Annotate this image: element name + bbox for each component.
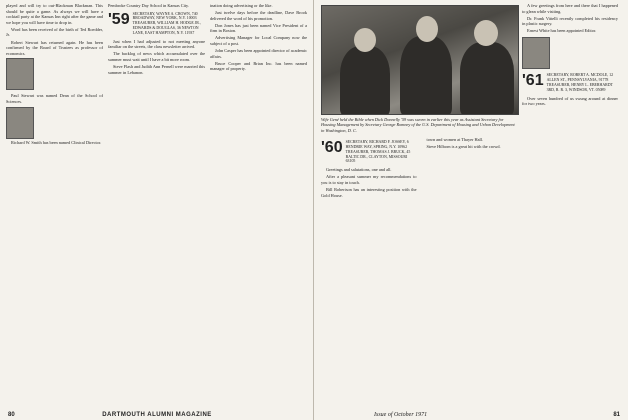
class-officers	[133, 12, 205, 36]
portrait-block	[522, 35, 618, 70]
paragraph: Advertising Manager for Local Company now the subject of a post.	[210, 35, 307, 47]
paragraph: After a pleasant summer my recommendations to you is to stay in touch.	[321, 174, 417, 185]
paragraph: Pembroke Country Day School in Kansas City.	[108, 3, 189, 8]
magazine-title: DARTMOUTH ALUMNI MAGAZINE	[102, 412, 212, 418]
paragraph: Word has been received of the birth of Ted Roedder, Jr.	[6, 26, 103, 38]
swearing-in-photo	[321, 5, 519, 115]
class-number: '61	[522, 72, 544, 90]
right-col-b	[321, 137, 417, 417]
class-secretary: SECRETARY, WAYNE A. CROWN, 740 BROADWAY, NEW YORK, N.Y. 10003	[132, 11, 198, 21]
class-treasurer: TREASURER, WILLIAM H. HODGE JR., EDWARDS & DOUGLAS, 36 NEWTON LANE, EAST HAMPTON, N.Y. 11937	[132, 21, 201, 35]
left-columns	[6, 3, 307, 403]
figure-shape	[340, 46, 390, 115]
paragraph: The backlog of news which accumulated over the summer must wait until I have a bit more room.	[108, 51, 205, 62]
paragraph: John Casper has been appointed director of academic affairs.	[210, 48, 307, 59]
paragraph: played and will try to out-Blackman Blackman. This should be quite a game. As always we will have a cocktail party at the Kansas Inn right after the game and we hope you will have time to drop in.	[6, 3, 103, 25]
paragraph: A few greetings from here and there that I happened to glean while visiting.	[522, 3, 618, 14]
page-number: 80	[8, 412, 15, 418]
right-layout	[321, 3, 623, 417]
class-heading-61	[522, 73, 618, 92]
portrait-photo	[6, 107, 34, 139]
class-officers	[346, 140, 417, 164]
paragraph: Bill Robertson has an interesting position with the Gold House.	[321, 186, 417, 198]
photo-caption: Wife Gené held the Bible when Dick Donnelly '59 was sworn in earlier this year as Assistant Secretary for Housing Management by Secretary George Romney of the U.S. Department of Housing and Urban Development in Washington, D. C.	[321, 117, 515, 133]
paragraph: Dr. Frank Vittelli recently completed his residency in plastic surgery.	[522, 15, 618, 27]
paragraph: Steve Flash and Judith Ann Pernell were married this summer in Lebanon.	[108, 63, 205, 75]
class-treasurer: TREASURER, HENRY L. EBERHARDT 3RD, R. R. 3, WINDSOR, VT. 05089	[546, 83, 613, 92]
figure-head	[474, 20, 498, 46]
class-number: '60	[321, 139, 343, 157]
left-col-1	[6, 3, 103, 403]
right-columns	[321, 137, 517, 417]
issue-label: Issue of October 1971	[374, 412, 428, 418]
class-number: '59	[108, 10, 130, 28]
left-col-3	[210, 3, 307, 403]
paragraph: Richard W. Smith has been named Clinical Director.	[11, 139, 102, 145]
class-heading-60	[321, 140, 417, 164]
right-col-c	[422, 137, 518, 417]
paragraph: town and women at Thayer Hall.	[426, 137, 483, 143]
paragraph: Paul Stewart was named Dean of the School of Sciences.	[6, 93, 103, 104]
class-heading-59	[108, 12, 205, 36]
portrait-photo	[6, 58, 34, 90]
right-main	[321, 3, 517, 417]
figure-head	[354, 28, 376, 52]
figure-shape	[460, 42, 514, 115]
left-col-2	[108, 3, 205, 403]
class-secretary: SECRETARY, RICHARD F. JOSSEY, 6 HENDRIE WAY, SPRING, N.Y. 10962	[345, 140, 409, 150]
portrait-photo	[522, 37, 550, 69]
class-officers	[547, 73, 618, 92]
paragraph: Over seven hundred of us swung around at dinner for two years.	[522, 95, 618, 107]
class-secretary: SECRETARY, ROBERT A. MCDOLE, 12 ALLEN ST., PENNSYLVANIA, 91778	[546, 73, 614, 83]
class-treasurer: TREASURER, THOMAS J. BRUCK, 45 BALTIC DR., CLAYTON, MISSOURI 63105	[345, 149, 411, 164]
paragraph: Don Jones has just been named Vice President of a firm in Boston.	[210, 22, 307, 34]
paragraph: Robert Stewart has returned again. He has been confirmed by the Board of Trustees as professor of economics.	[6, 39, 103, 56]
paragraph: Greetings and salutations, one and all.	[326, 167, 392, 173]
paragraph: Just twelve days before the deadline, Dave Brook delivered the word of his promotion.	[210, 10, 307, 21]
paragraph: Bruce Cooper and Brian Inc. has been named manager of property.	[210, 60, 307, 72]
paragraph: ination doing advertising or the like.	[210, 3, 273, 8]
paragraph: Ernest White has been appointed Editor.	[527, 28, 597, 34]
paragraph: Just when I had adjusted to not meeting anyone familiar on the streets, the class newsletter arrived.	[108, 38, 205, 50]
right-page	[314, 0, 628, 420]
figure-head	[416, 16, 438, 42]
figure-shape	[400, 36, 452, 115]
right-far-col	[522, 3, 618, 403]
page-number: 81	[613, 412, 620, 418]
paragraph: Steve Hilborn is a great hit with the crowd.	[426, 144, 501, 150]
